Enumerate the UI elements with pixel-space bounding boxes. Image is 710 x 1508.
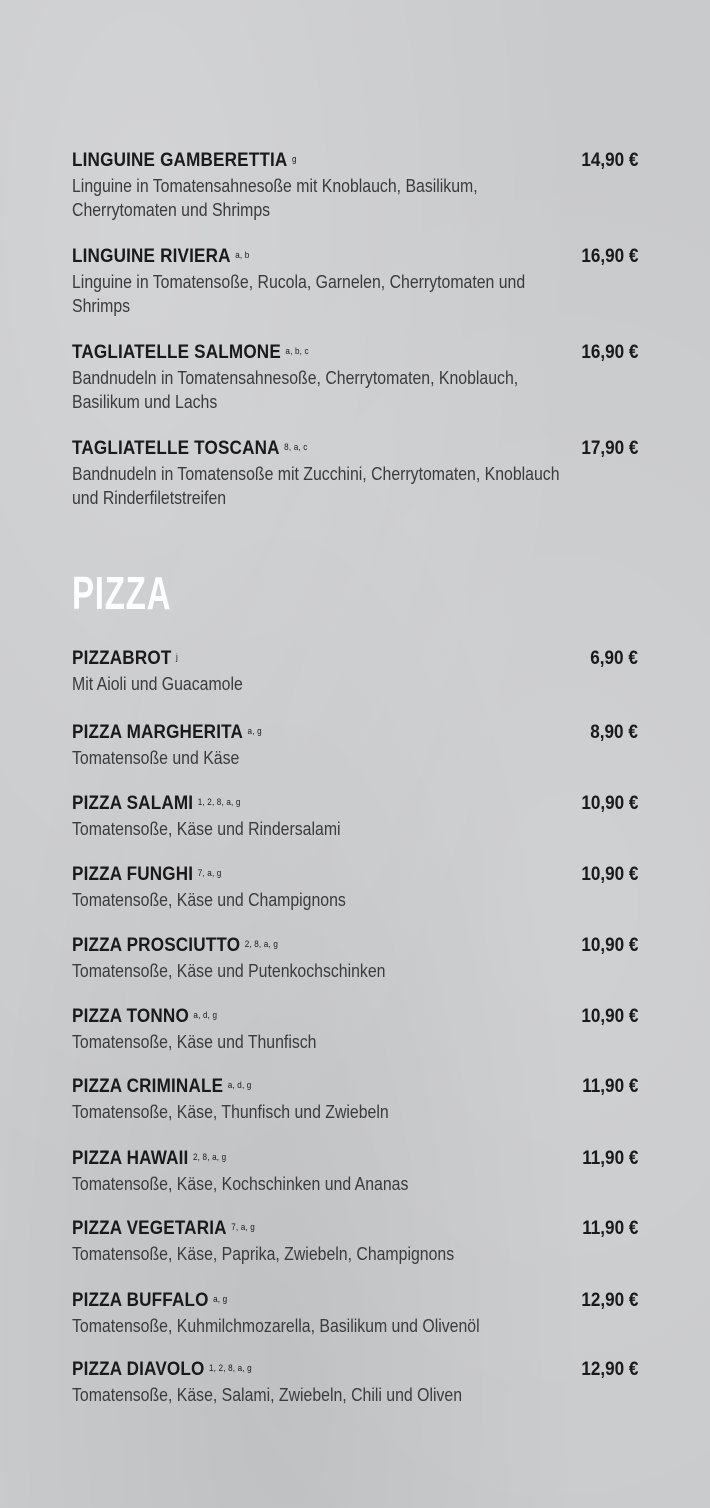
item-description: Tomatensoße, Käse und Thunfisch: [72, 1032, 317, 1052]
item-name: PIZZA DIAVOLO $^{1, 2, 8, a, g}$: [72, 1359, 252, 1380]
menu-item: [72, 438, 638, 510]
allergen-codes: a, g: [213, 1294, 228, 1304]
allergen-codes: a, d, g: [227, 1080, 252, 1090]
allergen-codes: 8, a, c: [284, 442, 308, 452]
menu-item: [72, 935, 638, 983]
allergen-codes: a, g: [247, 726, 262, 736]
item-description: Linguine in Tomatensoße, Rucola, Garnelen, Cherrytomaten und Shrimps: [72, 272, 526, 316]
menu-item: [72, 150, 638, 222]
allergen-codes: 1, 2, 8, a, g: [197, 797, 241, 807]
allergen-codes: a, b, c: [285, 346, 309, 356]
item-name: TAGLIATELLE SALMONE $^{a, b, c}$: [72, 342, 309, 363]
item-price: 12,90 €: [580, 1290, 638, 1311]
allergen-codes: 7, a, g: [231, 1222, 255, 1232]
menu-item: [72, 1076, 638, 1124]
item-price: 10,90 €: [580, 1006, 638, 1027]
allergen-codes: 2, 8, a, g: [244, 939, 279, 949]
allergen-codes: 1, 2, 8, a, g: [208, 1363, 252, 1373]
menu-item: [72, 1359, 638, 1407]
item-price: 17,90 €: [580, 438, 638, 459]
allergen-codes: a, d, g: [193, 1010, 218, 1020]
item-name: PIZZA VEGETARIA $^{7, a, g}$: [72, 1218, 255, 1239]
item-price: 6,90 €: [590, 648, 638, 669]
item-name: LINGUINE GAMBERETTIA $^g$: [72, 150, 297, 171]
item-name: PIZZA TONNO $^{a, d, g}$: [72, 1006, 218, 1027]
menu-item: [72, 722, 638, 770]
menu-item: [72, 793, 638, 841]
item-price: 10,90 €: [580, 935, 638, 956]
menu-item: [72, 864, 638, 912]
item-description: Tomatensoße, Käse, Paprika, Zwiebeln, Champignons: [72, 1244, 455, 1264]
item-description: Mit Aioli und Guacamole: [72, 674, 243, 694]
item-description: Tomatensoße, Käse, Thunfisch und Zwiebeln: [72, 1102, 389, 1122]
item-name: PIZZA HAWAII $^{2, 8, a, g}$: [72, 1148, 227, 1169]
menu-item: [72, 1006, 638, 1054]
item-description: Bandnudeln in Tomatensahnesoße, Cherrytomaten, Knoblauch, Basilikum und Lachs: [72, 368, 519, 412]
item-price: 12,90 €: [580, 1359, 638, 1380]
item-name: PIZZABROT $^j$: [72, 648, 178, 669]
item-description: Tomatensoße, Käse und Putenkochschinken: [72, 961, 386, 981]
item-price: 10,90 €: [580, 864, 638, 885]
item-price: 11,90 €: [581, 1148, 638, 1169]
item-name: LINGUINE RIVIERA $^{a, b}$: [72, 246, 250, 267]
item-description: Tomatensoße und Käse: [72, 748, 240, 768]
menu-item: [72, 1290, 638, 1338]
item-description: Tomatensoße, Käse, Kochschinken und Ananas: [72, 1174, 409, 1194]
item-name: PIZZA SALAMI $^{1, 2, 8, a, g}$: [72, 793, 241, 814]
item-price: 11,90 €: [581, 1076, 638, 1097]
item-description: Tomatensoße, Käse und Rindersalami: [72, 819, 341, 839]
item-price: 14,90 €: [580, 150, 638, 171]
item-description: Tomatensoße, Käse, Salami, Zwiebeln, Chili und Oliven: [72, 1385, 463, 1405]
item-price: 11,90 €: [581, 1218, 638, 1239]
item-name: PIZZA MARGHERITA $^{a, g}$: [72, 722, 262, 743]
item-name: TAGLIATELLE TOSCANA $^{8, a, c}$: [72, 438, 308, 459]
item-description: Tomatensoße, Kuhmilchmozarella, Basilikum und Olivenöl: [72, 1316, 480, 1336]
menu-item: [72, 648, 638, 696]
section-title: PIZZA: [72, 567, 172, 619]
item-description: Linguine in Tomatensahnesoße mit Knoblauch, Basilikum, Cherrytomaten und Shrimps: [72, 176, 478, 220]
item-price: 8,90 €: [590, 722, 638, 743]
item-name: PIZZA PROSCIUTTO $^{2, 8, a, g}$: [72, 935, 279, 956]
menu-item: [72, 246, 638, 318]
menu-item: [72, 1218, 638, 1266]
menu-item: [72, 342, 638, 414]
item-description: Tomatensoße, Käse und Champignons: [72, 890, 346, 910]
allergen-codes: g: [291, 154, 297, 164]
menu-item: [72, 1148, 638, 1196]
item-description: Bandnudeln in Tomatensoße mit Zucchini, Cherrytomaten, Knoblauch und Rinderfiletstreifen: [72, 464, 560, 508]
item-name: PIZZA FUNGHI $^{7, a, g}$: [72, 864, 222, 885]
item-name: PIZZA BUFFALO $^{a, g}$: [72, 1290, 228, 1311]
item-price: 16,90 €: [580, 342, 638, 363]
item-price: 16,90 €: [580, 246, 638, 267]
allergen-codes: 7, a, g: [197, 868, 222, 878]
allergen-codes: j: [175, 652, 178, 662]
item-name: PIZZA CRIMINALE $^{a, d, g}$: [72, 1076, 252, 1097]
allergen-codes: a, b: [235, 250, 250, 260]
allergen-codes: 2, 8, a, g: [192, 1152, 227, 1162]
item-price: 10,90 €: [580, 793, 638, 814]
